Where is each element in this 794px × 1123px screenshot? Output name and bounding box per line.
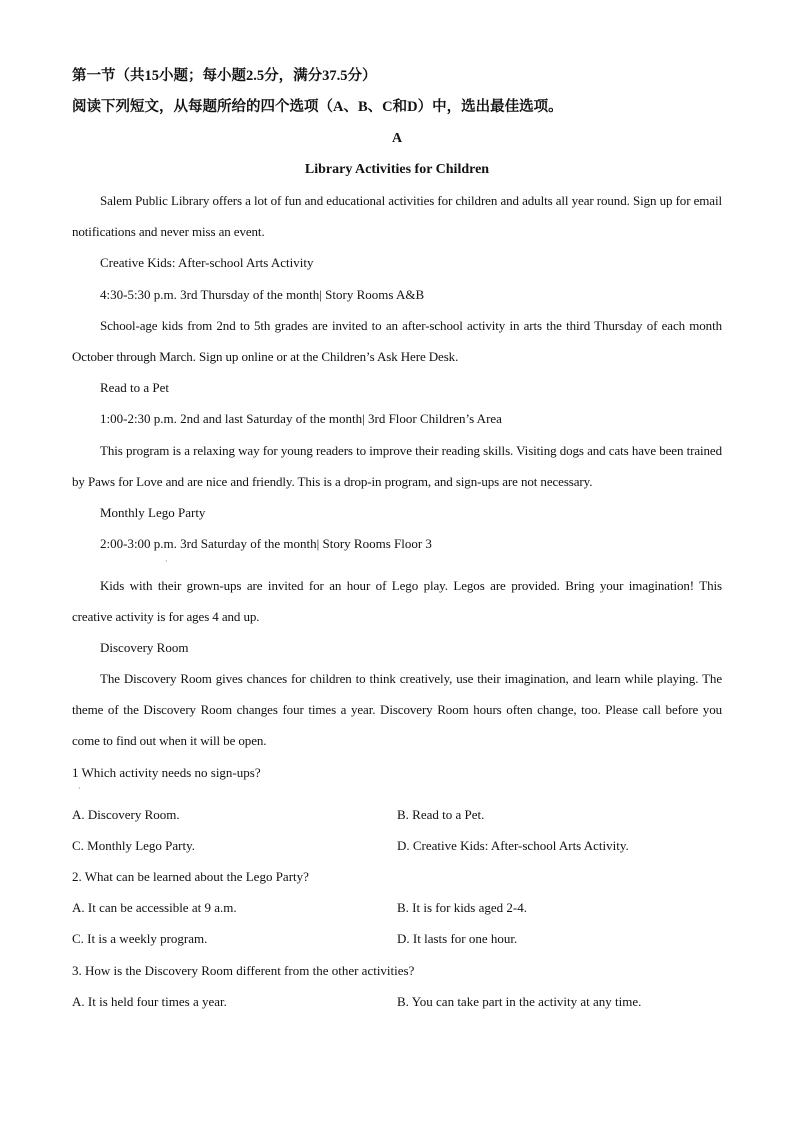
passage-title: Library Activities for Children [304, 162, 490, 177]
question-2-option-b[interactable]: B. It is for kids aged 2-4. [397, 900, 527, 915]
activity-time-read-to-pet: 1:00-2:30 p.m. 2nd and last Saturday of the month| 3rd Floor Children’s Area [100, 411, 502, 426]
section-heading: 第一节（共15小题；每小题2.5分，满分37.5分） [72, 68, 377, 84]
activity-desc-creative-kids: School-age kids from 2nd to 5th grades are invited to an after-school activity in arts the third Thursday of each month October through March. Sign up online or at the Children’s Ask Here Desk. [72, 318, 722, 364]
activity-name-lego-party: Monthly Lego Party [100, 505, 206, 520]
question-2-option-a[interactable]: A. It can be accessible at 9 a.m. [72, 900, 237, 915]
question-2-option-c[interactable]: C. It is a weekly program. [72, 931, 208, 946]
stray-mark: · [165, 557, 168, 566]
instructions-heading: 阅读下列短文，从每题所给的四个选项（A、B、C和D）中，选出最佳选项。 [72, 99, 563, 115]
question-3-stem: 3. How is the Discovery Room different from the other activities? [72, 963, 415, 978]
activity-desc-read-to-pet: This program is a relaxing way for young readers to improve their reading skills. Visiting dogs and cats have been trained by Paws for Love and are nice and friendly. This is a drop-in program, and sign-ups are not necessary. [72, 443, 722, 489]
passage-intro: Salem Public Library offers a lot of fun and educational activities for children and adults all year round. Sign up for email notifications and never miss an event. [72, 193, 722, 239]
activity-name-discovery-room: Discovery Room [100, 640, 189, 655]
activity-time-lego-party: 2:00-3:00 p.m. 3rd Saturday of the month| Story Rooms Floor 3 [100, 536, 432, 551]
question-1-option-d[interactable]: D. Creative Kids: After-school Arts Activity. [397, 838, 629, 853]
question-3-option-a[interactable]: A. It is held four times a year. [72, 994, 227, 1009]
question-3-option-b[interactable]: B. You can take part in the activity at any time. [397, 994, 642, 1009]
activity-name-read-to-pet: Read to a Pet [100, 380, 169, 395]
passage-letter: A [391, 131, 403, 146]
question-2-stem: 2. What can be learned about the Lego Party? [72, 869, 309, 884]
question-1-option-b[interactable]: B. Read to a Pet. [397, 807, 485, 822]
question-2-option-d[interactable]: D. It lasts for one hour. [397, 931, 518, 946]
activity-name-creative-kids: Creative Kids: After-school Arts Activity [100, 255, 314, 270]
question-1-option-a[interactable]: A. Discovery Room. [72, 807, 180, 822]
activity-time-creative-kids: 4:30-5:30 p.m. 3rd Thursday of the month| Story Rooms A&B [100, 287, 425, 302]
stray-mark: · [78, 784, 81, 793]
question-1-option-c[interactable]: C. Monthly Lego Party. [72, 838, 196, 853]
question-1-stem: 1 Which activity needs no sign-ups? [72, 765, 261, 780]
activity-desc-discovery-room: The Discovery Room gives chances for children to think creatively, use their imagination, and learn while playing. The theme of the Discovery Room changes four times a year. Discovery Room hours often change, too. Please call before you come to find out when it will be open. [72, 671, 722, 748]
activity-desc-lego-party: Kids with their grown-ups are invited for an hour of Lego play. Legos are provided. Bring your imagination! This creative activity is for ages 4 and up. [72, 578, 722, 624]
